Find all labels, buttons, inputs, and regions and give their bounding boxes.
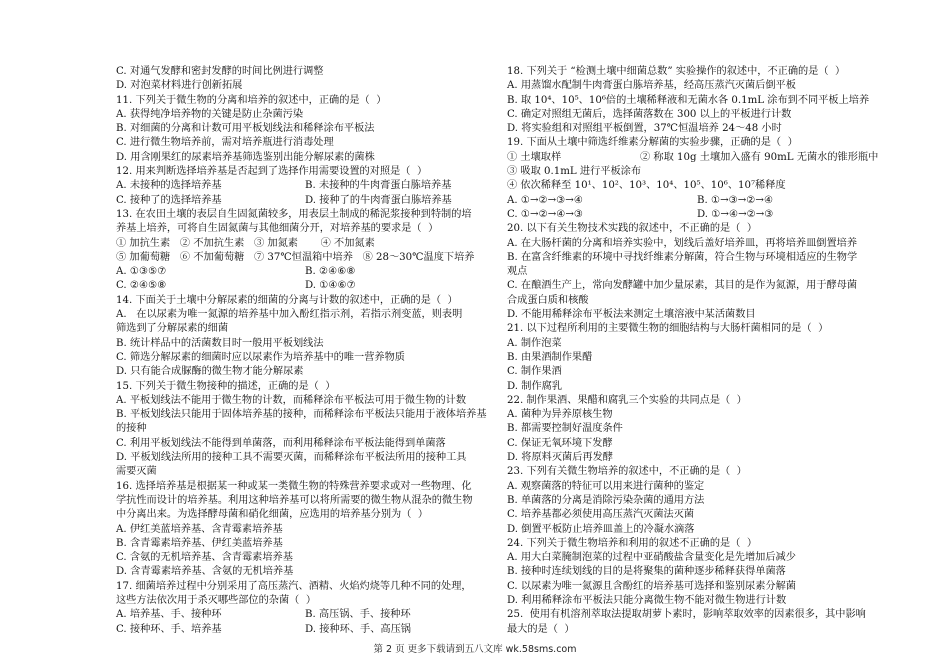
question-19-stem: 19. 下面从土壤中筛选纤维素分解菌的实验步骤，正确的是（ ） — [507, 137, 798, 149]
question-14-option-a-line-1: A. 在以尿素为唯一氮源的培养基中加入酚红指示剂，若指示剂变蓝，则表明 — [116, 309, 463, 321]
question-23-option-a: A. 观察菌落的特征可以用来进行菌种的鉴定 — [507, 480, 705, 492]
question-17-option-a: A. 培养基、手、接种环 — [116, 609, 222, 621]
question-17-options-row-1 — [116, 608, 494, 622]
question-20-option-b-line-2: 观点 — [507, 266, 528, 278]
question-13-items-line-2: ⑤ 加葡萄糖 ⑥ 不加葡萄糖 ⑦ 37℃恒温箱中培养 ⑧ 28～30℃温度下培养 — [116, 251, 475, 263]
question-15-option-b-line-1: B. 平板划线法只能用于固体培养基的接种，而稀释涂布平板法只能用于液体培养基 — [116, 409, 487, 421]
page-footer: 第 2 页 更多下载请到五八文库 wk.58sms.com — [373, 644, 577, 655]
question-10-option-d: D. 对泡菜材料进行创新拓展 — [116, 80, 243, 92]
question-12-stem: 12. 用来判断选择培养基是否起到了选择作用需要设置的对照是（ ） — [116, 166, 428, 178]
question-15-option-b-line-2: 的接种 — [116, 423, 147, 435]
question-13-option-d: D. ①④⑥⑦ — [305, 280, 356, 292]
question-19-options-row-1 — [507, 194, 887, 208]
question-14-stem: 14. 下面关于土壤中分解尿素的细菌的分离与计数的叙述中，正确的是（ ） — [116, 294, 458, 306]
question-13-options-row-1 — [116, 265, 494, 279]
question-15-option-d-line-1: D. 平板划线法所用的接种工具不需要灭菌，而稀释涂布平板法所用的接种工具 — [116, 452, 467, 464]
question-22-option-a: A. 菌种为异养原核生物 — [507, 409, 613, 421]
question-18-stem: 18. 下列关于 “检测土壤中细菌总数” 实验操作的叙述中，不正确的是（ ） — [507, 66, 846, 77]
question-14-option-b: B. 统计样品中的活菌数目时一般用平板划线法 — [116, 337, 324, 349]
question-16-stem-line-2: 学抗性而设计的培养基。利用这种培养基可以将所需要的微生物从混杂的微生物 — [116, 494, 473, 506]
question-18-option-c: C. 确定对照组无菌后，选择菌落数在 300 以上的平板进行计数 — [507, 108, 792, 120]
question-15-option-d-line-2: 需要灭菌 — [116, 466, 157, 478]
question-24-option-c: C. 以尿素为唯一氮源且含酚红的培养基可选择和鉴别尿素分解菌 — [507, 580, 796, 592]
right-column — [507, 65, 887, 637]
question-16-option-b: B. 含青霉素培养基、伊红美蓝培养基 — [116, 537, 283, 549]
question-21-option-a: A. 制作泡菜 — [507, 337, 562, 349]
question-16-stem-line-3: 中分离出来。为选择酵母菌和硝化细菌，应选用的培养基分别为（ ） — [116, 509, 429, 521]
question-12-option-c: C. 接种了的选择培养基 — [116, 194, 222, 206]
question-20-option-d: D. 不能用稀释涂布平板法来测定土壤溶液中某活菌数目 — [507, 309, 756, 321]
question-13-option-c: C. ②④⑤⑧ — [116, 280, 167, 292]
question-24-option-b: B. 接种时连续划线的目的是将聚集的菌种逐步稀释获得单菌落 — [507, 566, 786, 578]
question-17-options-row-2 — [116, 623, 494, 637]
question-19-item-4: ④ 依次稀释至 10¹、10²、10³、10⁴、10⁵、10⁶、10⁷稀释度 — [507, 180, 786, 192]
question-13-stem-line-1: 13. 在农田土壤的表层自生固氮菌较多，用表层土制成的稀泥浆接种到特制的培 — [116, 208, 472, 220]
question-20-stem: 20. 以下有关生物技术实践的叙述中，不正确的是（ ） — [507, 223, 758, 235]
question-19-option-c: C. ①→②→④→③ — [507, 208, 584, 220]
question-16-option-c: C. 含氨的无机培养基、含青霉素培养基 — [116, 552, 293, 564]
question-14-option-c: C. 筛选分解尿素的细菌时应以尿素作为培养基中的唯一营养物质 — [116, 351, 405, 363]
question-19-option-b: B. ①→③→②→④ — [697, 194, 774, 206]
question-25-stem-line-2: 最大的是（ ） — [507, 623, 575, 635]
question-19-item-2: ② 称取 10g 土壤加入盛有 90mL 无菌水的锥形瓶中 — [640, 151, 879, 163]
question-25-stem-line-1: 25. 使用有机溶剂萃取法提取胡萝卜素时，影响萃取效率的因素很多，其中影响 — [507, 609, 866, 621]
question-21-option-d: D. 制作腐乳 — [507, 380, 563, 392]
question-21-option-b: B. 由果酒制作果醋 — [507, 351, 593, 363]
question-10-option-c: C. 对通气发酵和密封发酵的时间比例进行调整 — [116, 66, 324, 77]
question-22-option-b: B. 都需要控制好温度条件 — [507, 423, 623, 435]
question-12-option-a: A. 未接种的选择培养基 — [116, 180, 222, 192]
question-18-option-d: D. 将实验组和对照组平板倒置，37℃恒温培养 24～48 小时 — [507, 123, 782, 135]
question-11-stem: 11. 下列关于微生物的分离和培养的叙述中，正确的是（ ） — [116, 94, 387, 106]
left-column — [116, 65, 494, 637]
question-21-stem: 21. 以下过程所利用的主要微生物的细胞结构与大肠杆菌相同的是（ ） — [507, 323, 829, 335]
question-16-option-d: D. 含青霉素培养基、含氨的无机培养基 — [116, 566, 294, 578]
question-18-option-a: A. 用蒸馏水配制牛肉膏蛋白胨培养基，经高压蒸汽灭菌后倒平板 — [507, 80, 796, 92]
question-18-option-b: B. 取 10⁴、10⁵、10⁶倍的土壤稀释液和无菌水各 0.1mL 涂布到不同平板上培养 — [507, 94, 870, 106]
question-12-option-d: D. 接种了的牛肉膏蛋白胨培养基 — [305, 194, 452, 206]
question-17-option-b: B. 高压锅、手、接种环 — [305, 609, 411, 621]
question-19-item-3: ③ 吸取 0.1mL 进行平板涂布 — [507, 166, 642, 178]
question-21-option-c: C. 制作果酒 — [507, 366, 562, 378]
question-17-stem-line-1: 17. 细菌培养过程中分别采用了高压蒸汽、酒精、火焰灼烧等几种不同的处理， — [116, 580, 472, 592]
question-19-items-row-1 — [507, 151, 887, 165]
question-19-option-d: D. ①→④→②→③ — [697, 208, 774, 220]
question-23-option-b: B. 单菌落的分离是消除污染杂菌的通用方法 — [507, 494, 705, 506]
question-24-stem: 24. 下列关于微生物培养和利用的叙述不正确的是（ ） — [507, 537, 758, 549]
question-20-option-c-line-2: 合成蛋白质和核酸 — [507, 294, 589, 306]
question-22-option-d: D. 将原料灭菌后再发酵 — [507, 452, 613, 464]
question-20-option-b-line-1: B. 在富含纤维素的环境中寻找纤维素分解菌，符合生物与环境相适应的生物学 — [507, 251, 858, 263]
question-24-option-a: A. 用大白菜腌制泡菜的过程中亚硝酸盐含量变化是先增加后减少 — [507, 552, 796, 564]
question-23-option-d: D. 倒置平板防止培养皿盖上的冷凝水滴落 — [507, 523, 695, 535]
question-11-option-c: C. 进行微生物培养前，需对培养瓶进行消毒处理 — [116, 137, 334, 149]
question-12-options-row-2 — [116, 194, 494, 208]
question-13-option-b: B. ②④⑥⑧ — [305, 266, 356, 278]
question-11-option-d: D. 用含刚果红的尿素培养基筛选鉴别出能分解尿素的菌株 — [116, 151, 375, 163]
question-13-items-line-1: ① 加抗生素 ② 不加抗生素 ③ 加氮素 ④ 不加氮素 — [116, 237, 375, 249]
question-16-stem-line-1: 16. 选择培养基是根据某一种或某一类微生物的特殊营养要求或对一些物理、化 — [116, 480, 472, 492]
question-23-stem: 23. 下列有关微生物培养的叙述中，不正确的是（ ） — [507, 466, 747, 478]
question-13-option-a: A. ①③⑤⑦ — [116, 266, 167, 278]
question-15-stem: 15. 下列关于微生物接种的描述，正确的是（ ） — [116, 380, 336, 392]
question-14-option-d: D. 只有能合成脲酶的微生物才能分解尿素 — [116, 366, 304, 378]
question-20-option-a: A. 在大肠杆菌的分离和培养实验中，划线后盖好培养皿，再将培养皿倒置培养 — [507, 237, 858, 249]
question-12-options-row-1 — [116, 179, 494, 193]
question-22-option-c: C. 保证无氧环境下发酵 — [507, 437, 613, 449]
question-17-stem-line-2: 这些方法依次用于杀灭哪些部位的杂菌（ ） — [116, 594, 317, 606]
question-20-option-c-line-1: C. 在酿酒生产上，常向发酵罐中加少量尿素，其目的是作为氮源，用于酵母菌 — [507, 280, 858, 292]
question-16-option-a: A. 伊红美蓝培养基、含青霉素培养基 — [116, 523, 283, 535]
question-19-item-1: ① 土壤取样 — [507, 151, 562, 163]
question-11-option-b: B. 对细菌的分离和计数可用平板划线法和稀释涂布平板法 — [116, 123, 375, 135]
question-19-options-row-2 — [507, 208, 887, 222]
question-11-option-a: A. 获得纯净培养物的关键是防止杂菌污染 — [116, 108, 304, 120]
question-15-option-c: C. 利用平板划线法不能得到单菌落，而利用稀释涂布平板法能得到单菌落 — [116, 437, 446, 449]
question-15-option-a: A. 平板划线法不能用于微生物的计数，而稀释涂布平板法可用于微生物的计数 — [116, 394, 467, 406]
question-13-options-row-2 — [116, 279, 494, 293]
question-12-option-b: B. 未接种的牛肉膏蛋白胨培养基 — [305, 180, 452, 192]
question-14-option-a-line-2: 筛选到了分解尿素的细菌 — [116, 323, 229, 335]
question-19-option-a: A. ①→②→③→④ — [507, 194, 583, 206]
question-13-stem-line-2: 养基上培养，可将自生固氮菌与其他细菌分开，对培养基的要求是（ ） — [116, 223, 439, 235]
question-17-option-c: C. 接种环、手、培养基 — [116, 623, 222, 635]
question-17-option-d: D. 接种环、手、高压锅 — [305, 623, 411, 635]
question-22-stem: 22. 制作果酒、果醋和腐乳三个实验的共同点是（ ） — [507, 394, 747, 406]
question-24-option-d: D. 利用稀释涂布平板法只能分离微生物不能对微生物进行计数 — [507, 594, 787, 606]
question-23-option-c: C. 培养基都必须使用高压蒸汽灭菌法灭菌 — [507, 509, 695, 521]
